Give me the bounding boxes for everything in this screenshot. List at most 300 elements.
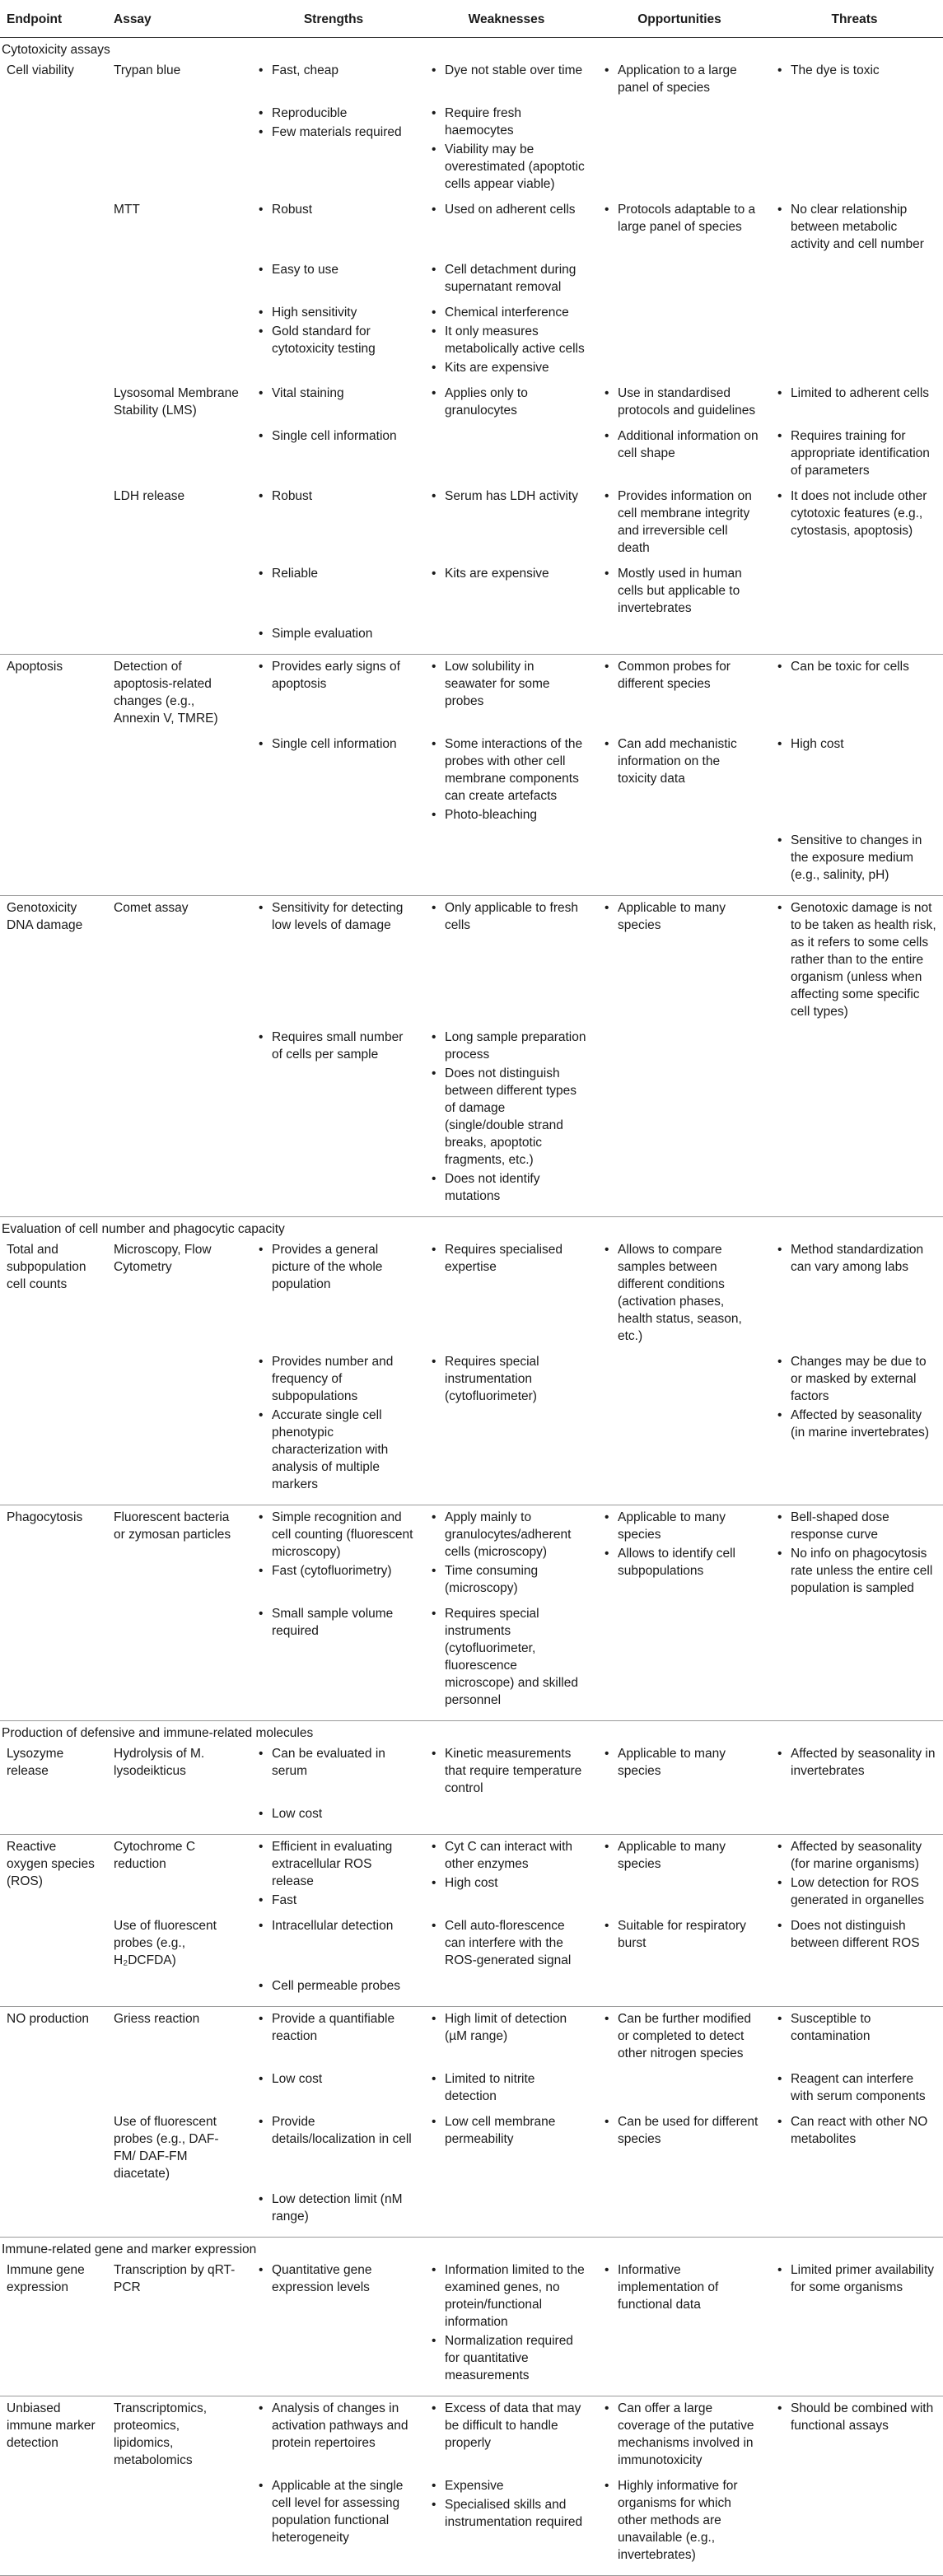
header-strengths: Strengths (247, 0, 420, 38)
table-row (0, 1742, 943, 1802)
threats-list (773, 1917, 936, 1952)
threats-cell (766, 258, 943, 301)
table-row (0, 1802, 943, 1835)
bullet-item: • Does not distinguish between different types of damage (single/double strand breaks, apoptotic fragments, etc.) (427, 1065, 586, 1169)
opportunities-list (600, 2400, 759, 2469)
threats-cell (766, 1802, 943, 1835)
threats-cell (766, 198, 943, 258)
threats-cell (766, 381, 943, 424)
threats-cell (766, 732, 943, 828)
weaknesses-list (427, 488, 586, 505)
threats-list (773, 385, 936, 402)
assay-cell (107, 1602, 247, 1721)
weaknesses-list (427, 2400, 586, 2452)
bullet-item: • Normalization required for quantitative measurements (427, 2332, 586, 2384)
bullet-item: • Viability may be overestimated (apoptotic cells appear viable) (427, 141, 586, 193)
weaknesses-cell (420, 1974, 593, 2007)
strengths-list (254, 1745, 413, 1780)
weaknesses-list (427, 1605, 586, 1709)
strengths-cell (247, 1025, 420, 1217)
endpoint-cell: Unbiased immune marker detection (0, 2396, 107, 2576)
weaknesses-cell (420, 732, 593, 828)
table-row (0, 828, 943, 896)
weaknesses-cell (420, 2067, 593, 2110)
strengths-list (254, 201, 413, 218)
weaknesses-cell (420, 198, 593, 258)
strengths-list (254, 1838, 413, 1909)
bullet-item: • It only measures metabolically active cells (427, 323, 586, 357)
opportunities-cell (593, 1602, 766, 1721)
assay-cell (107, 258, 247, 301)
threats-cell (766, 562, 943, 622)
header-weaknesses: Weaknesses (420, 0, 593, 38)
bullet-item: • Simple evaluation (254, 625, 413, 642)
strengths-cell (247, 381, 420, 424)
assay-cell: LDH release (114, 489, 185, 503)
assay-cell: Trypan blue (114, 63, 181, 77)
bullet-item: • Can be evaluated in serum (254, 1745, 413, 1780)
threats-cell (766, 2110, 943, 2187)
threats-cell (766, 58, 943, 101)
threats-cell (766, 301, 943, 381)
bullet-item: • Use in standardised protocols and guidelines (600, 385, 759, 419)
strengths-list (254, 304, 413, 357)
strengths-cell (247, 1505, 420, 1603)
section-row (0, 1721, 943, 1743)
table-row (0, 1974, 943, 2007)
table-body (0, 38, 943, 2576)
strengths-cell (247, 58, 420, 101)
strengths-list (254, 1917, 413, 1934)
opportunities-list (600, 658, 759, 693)
weaknesses-cell (420, 301, 593, 381)
table-row (0, 896, 943, 1026)
endpoint-cell: Phagocytosis (0, 1505, 107, 1721)
weaknesses-list (427, 2261, 586, 2384)
bullet-item: • Provides a general picture of the whole population (254, 1241, 413, 1293)
bullet-item: • Informative implementation of functional data (600, 2261, 759, 2313)
opportunities-cell (593, 2110, 766, 2187)
weaknesses-cell (420, 1742, 593, 1802)
opportunities-cell (593, 1914, 766, 1974)
threats-cell (766, 2187, 943, 2238)
bullet-item: • Affected by seasonality (in marine invertebrates) (773, 1407, 936, 1441)
bullet-item: • Bell-shaped dose response curve (773, 1509, 936, 1543)
bullet-item: • Analysis of changes in activation pathways and protein repertoires (254, 2400, 413, 2452)
weaknesses-cell (420, 1802, 593, 1835)
bullet-item: • Susceptible to contamination (773, 2010, 936, 2045)
bullet-item: • Single cell information (254, 427, 413, 445)
endpoint-cell: Cell viability (0, 58, 107, 655)
table-row (0, 101, 943, 198)
section-row (0, 38, 943, 59)
bullet-item: • High cost (427, 1874, 586, 1892)
threats-list (773, 1353, 936, 1441)
strengths-list (254, 1029, 413, 1063)
threats-cell (766, 896, 943, 1026)
table-row (0, 424, 943, 484)
bullet-item: • Used on adherent cells (427, 201, 586, 218)
bullet-item: • Requires training for appropriate identification of parameters (773, 427, 936, 479)
weaknesses-cell (420, 1914, 593, 1974)
assay-cell (107, 301, 247, 381)
strengths-list (254, 2113, 413, 2148)
bullet-item: • Simple recognition and cell counting (fluorescent microscopy) (254, 1509, 413, 1561)
strengths-list (254, 62, 413, 79)
table-row (0, 1835, 943, 1915)
strengths-cell (247, 484, 420, 562)
opportunities-list (600, 201, 759, 236)
strengths-cell (247, 1742, 420, 1802)
strengths-cell (247, 198, 420, 258)
opportunities-cell (593, 2067, 766, 2110)
table-row (0, 732, 943, 828)
threats-cell (766, 2258, 943, 2396)
bullet-item: • Can offer a large coverage of the putative mechanisms involved in immunotoxicity (600, 2400, 759, 2469)
weaknesses-cell (420, 101, 593, 198)
bullet-item: • Requires special instruments (cytofluorimeter, fluorescence microscope) and skilled personnel (427, 1605, 586, 1709)
strengths-list (254, 2261, 413, 2296)
opportunities-list (600, 2113, 759, 2148)
opportunities-cell (593, 1835, 766, 1915)
table-row (0, 1238, 943, 1350)
threats-cell (766, 2007, 943, 2068)
strengths-cell (247, 1802, 420, 1835)
weaknesses-cell (420, 2110, 593, 2187)
assay-cell (107, 1025, 247, 1217)
weaknesses-cell (420, 896, 593, 1026)
bullet-item: • Provide a quantifiable reaction (254, 2010, 413, 2045)
bullet-item: • Provide details/localization in cell (254, 2113, 413, 2148)
assay-cell: Use of fluorescent probes (e.g., DAF-FM/ DAF-FM diacetate) (114, 2115, 219, 2181)
bullet-item: • Some interactions of the probes with other cell membrane components can create artefacts (427, 735, 586, 805)
opportunities-cell (593, 2258, 766, 2396)
bullet-item: • Time consuming (microscopy) (427, 1562, 586, 1597)
weaknesses-list (427, 201, 586, 218)
assay-cell (107, 2474, 247, 2576)
strengths-cell (247, 896, 420, 1026)
strengths-list (254, 385, 413, 402)
strengths-cell (247, 258, 420, 301)
strengths-list (254, 1605, 413, 1640)
opportunities-cell (593, 896, 766, 1026)
bullet-item: • Long sample preparation process (427, 1029, 586, 1063)
bullet-item: • No clear relationship between metabolic activity and cell number (773, 201, 936, 253)
weaknesses-list (427, 2113, 586, 2148)
strengths-list (254, 2010, 413, 2045)
bullet-item: • Genotoxic damage is not to be taken as health risk, as it refers to some cells rather than to the entire organism (unless when affecting some specific cell types) (773, 899, 936, 1020)
bullet-item: • Vital staining (254, 385, 413, 402)
strengths-list (254, 565, 413, 582)
strengths-cell (247, 2258, 420, 2396)
threats-cell (766, 622, 943, 655)
assay-cell (107, 1350, 247, 1505)
threats-list (773, 832, 936, 884)
opportunities-list (600, 488, 759, 557)
assay-cell: Griess reaction (114, 2012, 200, 2026)
threats-list (773, 1838, 936, 1909)
bullet-item: • Chemical interference (427, 304, 586, 321)
weaknesses-cell (420, 828, 593, 896)
weaknesses-list (427, 304, 586, 376)
opportunities-list (600, 427, 759, 462)
strengths-list (254, 625, 413, 642)
weaknesses-list (427, 385, 586, 419)
assay-cell: Comet assay (114, 901, 189, 915)
opportunities-list (600, 2261, 759, 2313)
assay-cell: Lysosomal Membrane Stability (LMS) (114, 386, 239, 418)
bullet-item: • Provides number and frequency of subpopulations (254, 1353, 413, 1405)
strengths-cell (247, 1238, 420, 1350)
table-row (0, 58, 943, 101)
header-threats: Threats (766, 0, 943, 38)
weaknesses-list (427, 62, 586, 79)
bullet-item: • It does not include other cytotoxic features (e.g., cytostasis, apoptosis) (773, 488, 936, 539)
bullet-item: • Applicable to many species (600, 1509, 759, 1543)
opportunities-cell (593, 1025, 766, 1217)
strengths-list (254, 488, 413, 505)
opportunities-list (600, 2477, 759, 2564)
strengths-cell (247, 1914, 420, 1974)
opportunities-list (600, 2010, 759, 2062)
opportunities-cell (593, 2474, 766, 2576)
bullet-item: • Intracellular detection (254, 1917, 413, 1934)
table-row (0, 1602, 943, 1721)
header-endpoint: Endpoint (0, 0, 107, 38)
bullet-item: • Can react with other NO metabolites (773, 2113, 936, 2148)
bullet-item: • Reproducible (254, 105, 413, 122)
strengths-cell (247, 655, 420, 733)
bullet-item: • Highly informative for organisms for which other methods are unavailable (e.g., invertebrates) (600, 2477, 759, 2564)
bullet-item: • Serum has LDH activity (427, 488, 586, 505)
section-title: Production of defensive and immune-related molecules (2, 1726, 314, 1740)
strengths-list (254, 2400, 413, 2452)
weaknesses-cell (420, 562, 593, 622)
table-row (0, 2474, 943, 2576)
opportunities-list (600, 1838, 759, 1873)
bullet-item: • Applies only to granulocytes (427, 385, 586, 419)
assay-cell (107, 828, 247, 896)
table-row (0, 301, 943, 381)
table-row (0, 198, 943, 258)
header-assay: Assay (107, 0, 247, 38)
table-row (0, 2110, 943, 2187)
bullet-item: • Affected by seasonality in invertebrates (773, 1745, 936, 1780)
weaknesses-cell (420, 622, 593, 655)
section-row (0, 1217, 943, 1239)
threats-list (773, 2261, 936, 2296)
assay-cell (107, 732, 247, 828)
endpoint-cell: Total and subpopulation cell counts (0, 1238, 107, 1505)
opportunities-cell (593, 1974, 766, 2007)
table-header (0, 0, 943, 38)
bullet-item: • Allows to compare samples between different conditions (activation phases, health status, season, etc.) (600, 1241, 759, 1345)
strengths-cell (247, 1350, 420, 1505)
weaknesses-list (427, 899, 586, 934)
threats-cell (766, 101, 943, 198)
threats-list (773, 1509, 936, 1597)
bullet-item: • Information limited to the examined genes, no protein/functional information (427, 2261, 586, 2331)
opportunities-cell (593, 198, 766, 258)
weaknesses-list (427, 658, 586, 710)
strengths-list (254, 1241, 413, 1293)
bullet-item: • Applicable to many species (600, 899, 759, 934)
bullet-item: • Provides early signs of apoptosis (254, 658, 413, 693)
bullet-item: • Low detection limit (nM range) (254, 2191, 413, 2225)
weaknesses-list (427, 105, 586, 193)
assay-cell: Transcriptomics, proteomics, lipidomics, metabolomics (114, 2401, 208, 2467)
strengths-cell (247, 1602, 420, 1721)
opportunities-cell (593, 381, 766, 424)
assay-cell: MTT (114, 203, 140, 217)
bullet-item: • Does not distinguish between different ROS (773, 1917, 936, 1952)
assay-cell: Transcription by qRT-PCR (107, 2258, 247, 2396)
strengths-list (254, 658, 413, 693)
threats-list (773, 2400, 936, 2434)
bullet-item: • Robust (254, 201, 413, 218)
table-row (0, 1505, 943, 1603)
strengths-list (254, 2070, 413, 2088)
bullet-item: • Can be toxic for cells (773, 658, 936, 675)
bullet-item: • Kits are expensive (427, 359, 586, 376)
weaknesses-list (427, 2070, 586, 2105)
bullet-item: • Specialised skills and instrumentation required (427, 2496, 586, 2531)
bullet-item: • Cyt C can interact with other enzymes (427, 1838, 586, 1873)
weaknesses-cell (420, 2396, 593, 2475)
section-row (0, 2238, 943, 2259)
bullet-item: • Cell detachment during supernatant removal (427, 261, 586, 296)
assay-cell (107, 101, 247, 198)
strengths-cell (247, 828, 420, 896)
threats-cell (766, 1350, 943, 1505)
bullet-item: • Can add mechanistic information on the toxicity data (600, 735, 759, 787)
assay-cell (107, 424, 247, 484)
weaknesses-list (427, 1509, 586, 1597)
bullet-item: • Limited to adherent cells (773, 385, 936, 402)
opportunities-cell (593, 101, 766, 198)
bullet-item: • Reagent can interfere with serum components (773, 2070, 936, 2105)
opportunities-cell (593, 424, 766, 484)
strengths-cell (247, 562, 420, 622)
threats-list (773, 488, 936, 539)
bullet-item: • Fast (254, 1892, 413, 1909)
bullet-item: • The dye is toxic (773, 62, 936, 79)
strengths-list (254, 261, 413, 278)
table-row (0, 2187, 943, 2238)
weaknesses-cell (420, 381, 593, 424)
bullet-item: • Efficient in evaluating extracellular ROS release (254, 1838, 413, 1890)
threats-cell (766, 1505, 943, 1603)
bullet-item: • Does not identify mutations (427, 1170, 586, 1205)
opportunities-cell (593, 301, 766, 381)
weaknesses-cell (420, 258, 593, 301)
bullet-item: • Single cell information (254, 735, 413, 753)
bullet-item: • Additional information on cell shape (600, 427, 759, 462)
bullet-item: • Low cost (254, 1805, 413, 1822)
assay-cell: Cytochrome C reduction (114, 1840, 196, 1871)
weaknesses-cell (420, 2474, 593, 2576)
table-row (0, 1350, 943, 1505)
threats-cell (766, 2396, 943, 2475)
section-title: Evaluation of cell number and phagocytic capacity (2, 1222, 285, 1236)
opportunities-list (600, 1509, 759, 1580)
table-row (0, 2067, 943, 2110)
bullet-item: • Robust (254, 488, 413, 505)
strengths-cell (247, 2007, 420, 2068)
strengths-cell (247, 1835, 420, 1915)
weaknesses-cell (420, 2258, 593, 2396)
weaknesses-cell (420, 1835, 593, 1915)
bullet-item: • Require fresh haemocytes (427, 105, 586, 139)
bullet-item: • Mostly used in human cells but applicable to invertebrates (600, 565, 759, 617)
threats-list (773, 899, 936, 1020)
threats-cell (766, 1974, 943, 2007)
weaknesses-list (427, 1745, 586, 1797)
bullet-item: • Should be combined with functional assays (773, 2400, 936, 2434)
weaknesses-list (427, 1241, 586, 1276)
bullet-item: • Affected by seasonality (for marine organisms) (773, 1838, 936, 1873)
strengths-cell (247, 2187, 420, 2238)
table-row (0, 1025, 943, 1217)
opportunities-list (600, 1241, 759, 1345)
bullet-item: • Kits are expensive (427, 565, 586, 582)
weaknesses-cell (420, 58, 593, 101)
opportunities-cell (593, 622, 766, 655)
bullet-item: • Only applicable to fresh cells (427, 899, 586, 934)
opportunities-cell (593, 655, 766, 733)
header-opportunities: Opportunities (593, 0, 766, 38)
table-row (0, 381, 943, 424)
endpoint-cell: NO production (0, 2007, 107, 2238)
assay-cell: Detection of apoptosis-related changes (e.g., Annexin V, TMRE) (114, 660, 218, 726)
opportunities-list (600, 1917, 759, 1952)
bullet-item: • Expensive (427, 2477, 586, 2494)
weaknesses-cell (420, 424, 593, 484)
table-row (0, 2396, 943, 2475)
strengths-list (254, 735, 413, 753)
bullet-item: • Accurate single cell phenotypic characterization with analysis of multiple markers (254, 1407, 413, 1493)
bullet-item: • Reliable (254, 565, 413, 582)
opportunities-list (600, 735, 759, 787)
opportunities-cell (593, 1350, 766, 1505)
strengths-cell (247, 2067, 420, 2110)
opportunities-cell (593, 1802, 766, 1835)
table-row (0, 2007, 943, 2068)
weaknesses-cell (420, 1238, 593, 1350)
bullet-item: • Excess of data that may be difficult to handle properly (427, 2400, 586, 2452)
assay-cell (107, 2187, 247, 2238)
bullet-item: • High cost (773, 735, 936, 753)
weaknesses-list (427, 1838, 586, 1892)
strengths-list (254, 2477, 413, 2546)
opportunities-list (600, 899, 759, 934)
opportunities-cell (593, 1742, 766, 1802)
bullet-item: • Fast (cytofluorimetry) (254, 1562, 413, 1580)
opportunities-cell (593, 1238, 766, 1350)
bullet-item: • Applicable at the single cell level for assessing population functional heterogeneity (254, 2477, 413, 2546)
endpoint-cell: Lysozyme release (0, 1742, 107, 1835)
bullet-item: • Small sample volume required (254, 1605, 413, 1640)
bullet-item: • Few materials required (254, 124, 413, 141)
threats-cell (766, 2067, 943, 2110)
bullet-item: • Sensitivity for detecting low levels of damage (254, 899, 413, 934)
bullet-item: • Application to a large panel of species (600, 62, 759, 96)
weaknesses-list (427, 2477, 586, 2531)
threats-list (773, 62, 936, 79)
strengths-cell (247, 622, 420, 655)
opportunities-cell (593, 828, 766, 896)
bullet-item: • Changes may be due to or masked by external factors (773, 1353, 936, 1405)
